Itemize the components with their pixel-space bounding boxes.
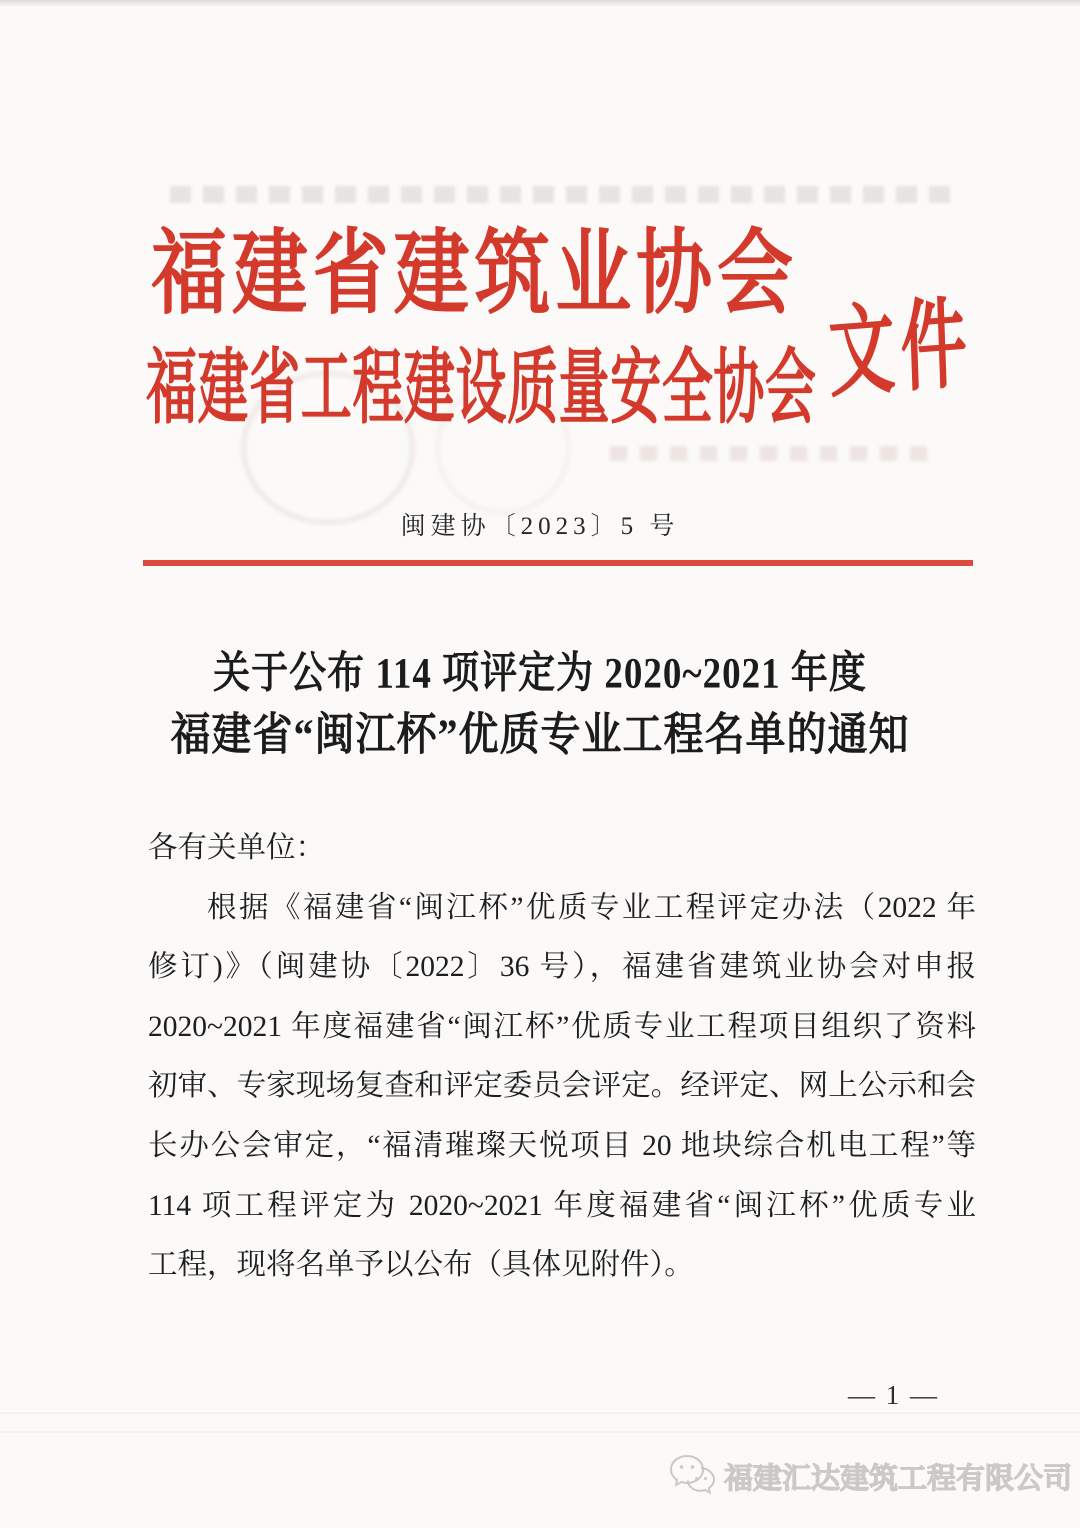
- scan-edge: [0, 0, 1080, 7]
- body-text-line: 根据《福建省“闽江杯”优质专业工程评定办法（2022 年: [207, 891, 976, 924]
- body-text-line: 长办公会审定，“福清璀璨天悦项目 20 地块综合机电工程”等: [148, 1129, 976, 1162]
- document-title-line1: 关于公布 114 项评定为 2020~2021 年度: [213, 649, 867, 699]
- footer-watermark: [668, 1452, 1072, 1501]
- document-title-line2: 福建省“闽江杯”优质专业工程名单的通知: [170, 709, 910, 760]
- page-number: — 1 —: [848, 1380, 939, 1410]
- letterhead-org-line1: 福建省建筑业协会: [151, 223, 793, 326]
- scan-artifact-line: [0, 1412, 1080, 1414]
- document-number: 闽建协〔2023〕5 号: [400, 513, 680, 540]
- scan-artifact-line: [0, 1431, 1080, 1433]
- salutation: 各有关单位：: [148, 832, 326, 864]
- body-text-line: 初审、专家现场复查和评定委员会评定。经评定、网上公示和会: [148, 1070, 976, 1103]
- watermark-company-name: 福建汇达建筑工程有限公司: [724, 1463, 1073, 1495]
- body-text-line: 2020~2021 年度福建省“闽江杯”优质专业工程项目组织了资料: [148, 1010, 976, 1043]
- letterhead-doc-type: 文件: [826, 289, 975, 411]
- red-divider-rule: [143, 560, 973, 566]
- body-text-line: 114 项工程评定为 2020~2021 年度福建省“闽江杯”优质专业: [148, 1189, 976, 1222]
- document-body: [148, 828, 976, 1305]
- letterhead-org-line2: 福建省工程建设质量安全协会: [146, 345, 816, 435]
- body-text-line: 工程，现将名单予以公布（具体见附件）。: [148, 1249, 694, 1282]
- body-text-line: 修订)》（闽建协〔2022〕36 号），福建省建筑业协会对申报: [148, 951, 976, 984]
- bleedthrough-date-text: [610, 446, 940, 461]
- wechat-icon: [668, 1452, 718, 1501]
